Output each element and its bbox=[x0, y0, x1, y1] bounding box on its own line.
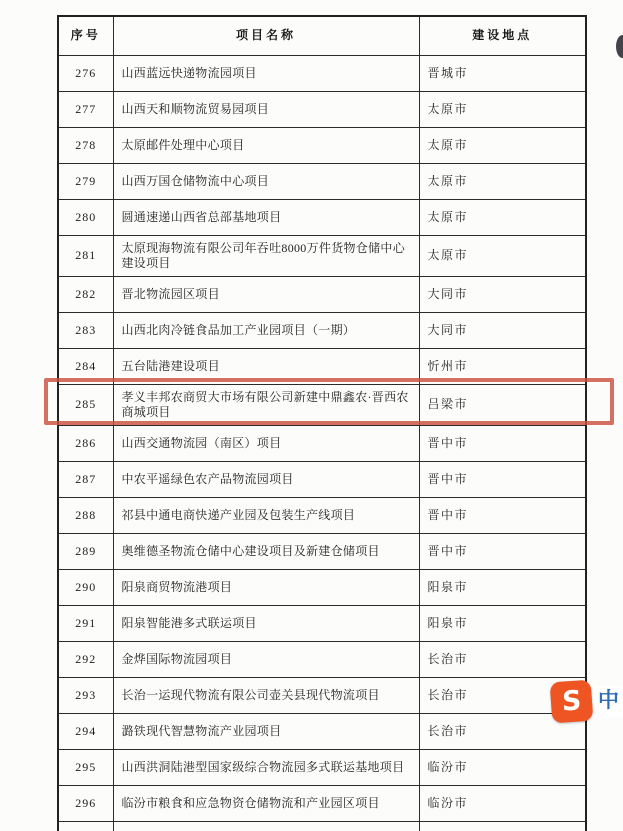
row-project-name: 中农平遥绿色农产品物流园项目 bbox=[113, 461, 419, 497]
row-project-name: 山西交通物流园（南区）项目 bbox=[113, 425, 419, 461]
row-project-name: 金烨国际物流园项目 bbox=[113, 641, 419, 677]
header-serial-number: 序号 bbox=[58, 16, 113, 55]
row-location: 吕梁市 bbox=[419, 384, 586, 425]
row-serial-number: 295 bbox=[58, 749, 113, 785]
table-row bbox=[58, 127, 586, 163]
row-serial-number: 281 bbox=[58, 235, 113, 276]
project-table bbox=[57, 15, 587, 831]
row-serial-number: 291 bbox=[58, 605, 113, 641]
row-location: 忻州市 bbox=[419, 348, 586, 384]
row-location: 大同市 bbox=[419, 312, 586, 348]
row-location: 晋中市 bbox=[419, 497, 586, 533]
table-row bbox=[58, 749, 586, 785]
row-location: 晋城市 bbox=[419, 55, 586, 91]
table-header bbox=[58, 16, 586, 55]
table-row bbox=[58, 235, 586, 276]
row-serial-number: 294 bbox=[58, 713, 113, 749]
row-serial-number: 286 bbox=[58, 425, 113, 461]
table-row bbox=[58, 533, 586, 569]
row-serial-number: 282 bbox=[58, 276, 113, 312]
row-project-name: 祁县中通电商快递产业园及包装生产线项目 bbox=[113, 497, 419, 533]
row-project-name: 山西蓝远快递物流园项目 bbox=[113, 55, 419, 91]
row-project-name: 临汾市粮食和应急物资仓储物流和产业园区项目 bbox=[113, 785, 419, 821]
row-location: 长治市 bbox=[419, 713, 586, 749]
table-header-row bbox=[58, 16, 586, 55]
table-row bbox=[58, 497, 586, 533]
row-serial-number: 284 bbox=[58, 348, 113, 384]
header-project-name: 项目名称 bbox=[113, 16, 419, 55]
row-serial-number: 289 bbox=[58, 533, 113, 569]
row-project-name: 晋北物流园区项目 bbox=[113, 276, 419, 312]
table-row bbox=[58, 785, 586, 821]
row-project-name: 阳泉智能港多式联运项目 bbox=[113, 605, 419, 641]
row-project-name: 五台陆港建设项目 bbox=[113, 348, 419, 384]
row-serial-number: 277 bbox=[58, 91, 113, 127]
table-row bbox=[58, 312, 586, 348]
row-project-name: 太原邮件处理中心项目 bbox=[113, 127, 419, 163]
row-location: 晋中市 bbox=[419, 425, 586, 461]
row-location bbox=[419, 821, 586, 831]
row-serial-number: 285 bbox=[58, 384, 113, 425]
row-project-name: 阳泉商贸物流港项目 bbox=[113, 569, 419, 605]
row-project-name bbox=[113, 821, 419, 831]
row-location: 太原市 bbox=[419, 235, 586, 276]
table-row bbox=[58, 163, 586, 199]
table-row bbox=[58, 569, 586, 605]
row-project-name: 孝义丰邦农商贸大市场有限公司新建中鼎鑫农·晋西农商城项目 bbox=[113, 384, 419, 425]
table-row bbox=[58, 55, 586, 91]
row-location: 长治市 bbox=[419, 641, 586, 677]
row-serial-number: 279 bbox=[58, 163, 113, 199]
row-location: 晋中市 bbox=[419, 461, 586, 497]
row-location: 临汾市 bbox=[419, 749, 586, 785]
table-row bbox=[58, 461, 586, 497]
row-location: 阳泉市 bbox=[419, 605, 586, 641]
row-project-name: 圆通速递山西省总部基地项目 bbox=[113, 199, 419, 235]
table-row bbox=[58, 713, 586, 749]
table-row bbox=[58, 605, 586, 641]
row-location: 阳泉市 bbox=[419, 569, 586, 605]
table-row bbox=[58, 677, 586, 713]
table-row bbox=[58, 199, 586, 235]
table-body bbox=[58, 55, 586, 831]
row-location: 太原市 bbox=[419, 91, 586, 127]
row-project-name: 山西洪洞陆港型国家级综合物流园多式联运基地项目 bbox=[113, 749, 419, 785]
row-serial-number: 280 bbox=[58, 199, 113, 235]
row-location: 太原市 bbox=[419, 163, 586, 199]
row-location: 长治市 bbox=[419, 677, 586, 713]
row-serial-number bbox=[58, 821, 113, 831]
row-project-name: 潞铁现代智慧物流产业园项目 bbox=[113, 713, 419, 749]
row-serial-number: 293 bbox=[58, 677, 113, 713]
row-serial-number: 287 bbox=[58, 461, 113, 497]
watermark-logo-icon bbox=[550, 680, 594, 724]
row-location: 太原市 bbox=[419, 127, 586, 163]
scan-artifact-mark bbox=[616, 35, 623, 58]
row-serial-number: 283 bbox=[58, 312, 113, 348]
table-row bbox=[58, 348, 586, 384]
row-serial-number: 276 bbox=[58, 55, 113, 91]
row-location: 临汾市 bbox=[419, 785, 586, 821]
watermark-text: 中 bbox=[598, 688, 619, 712]
row-serial-number: 278 bbox=[58, 127, 113, 163]
row-serial-number: 296 bbox=[58, 785, 113, 821]
table-row-partial bbox=[58, 821, 586, 831]
row-project-name: 山西万国仓储物流中心项目 bbox=[113, 163, 419, 199]
row-serial-number: 292 bbox=[58, 641, 113, 677]
table-row bbox=[58, 425, 586, 461]
row-project-name: 太原现海物流有限公司年吞吐8000万件货物仓储中心建设项目 bbox=[113, 235, 419, 276]
table-row bbox=[58, 276, 586, 312]
table-row-highlighted bbox=[58, 384, 586, 425]
row-location: 大同市 bbox=[419, 276, 586, 312]
row-project-name: 山西天和顺物流贸易园项目 bbox=[113, 91, 419, 127]
row-project-name: 奥维德圣物流仓储中心建设项目及新建仓储项目 bbox=[113, 533, 419, 569]
row-project-name: 山西北肉冷链食品加工产业园项目（一期） bbox=[113, 312, 419, 348]
row-location: 太原市 bbox=[419, 199, 586, 235]
row-location: 晋中市 bbox=[419, 533, 586, 569]
row-project-name: 长治一运现代物流有限公司壶关县现代物流项目 bbox=[113, 677, 419, 713]
watermark-logo-letter: S bbox=[561, 685, 582, 718]
row-serial-number: 288 bbox=[58, 497, 113, 533]
header-construction-location: 建设地点 bbox=[419, 16, 586, 55]
row-serial-number: 290 bbox=[58, 569, 113, 605]
table-row bbox=[58, 641, 586, 677]
table-row bbox=[58, 91, 586, 127]
